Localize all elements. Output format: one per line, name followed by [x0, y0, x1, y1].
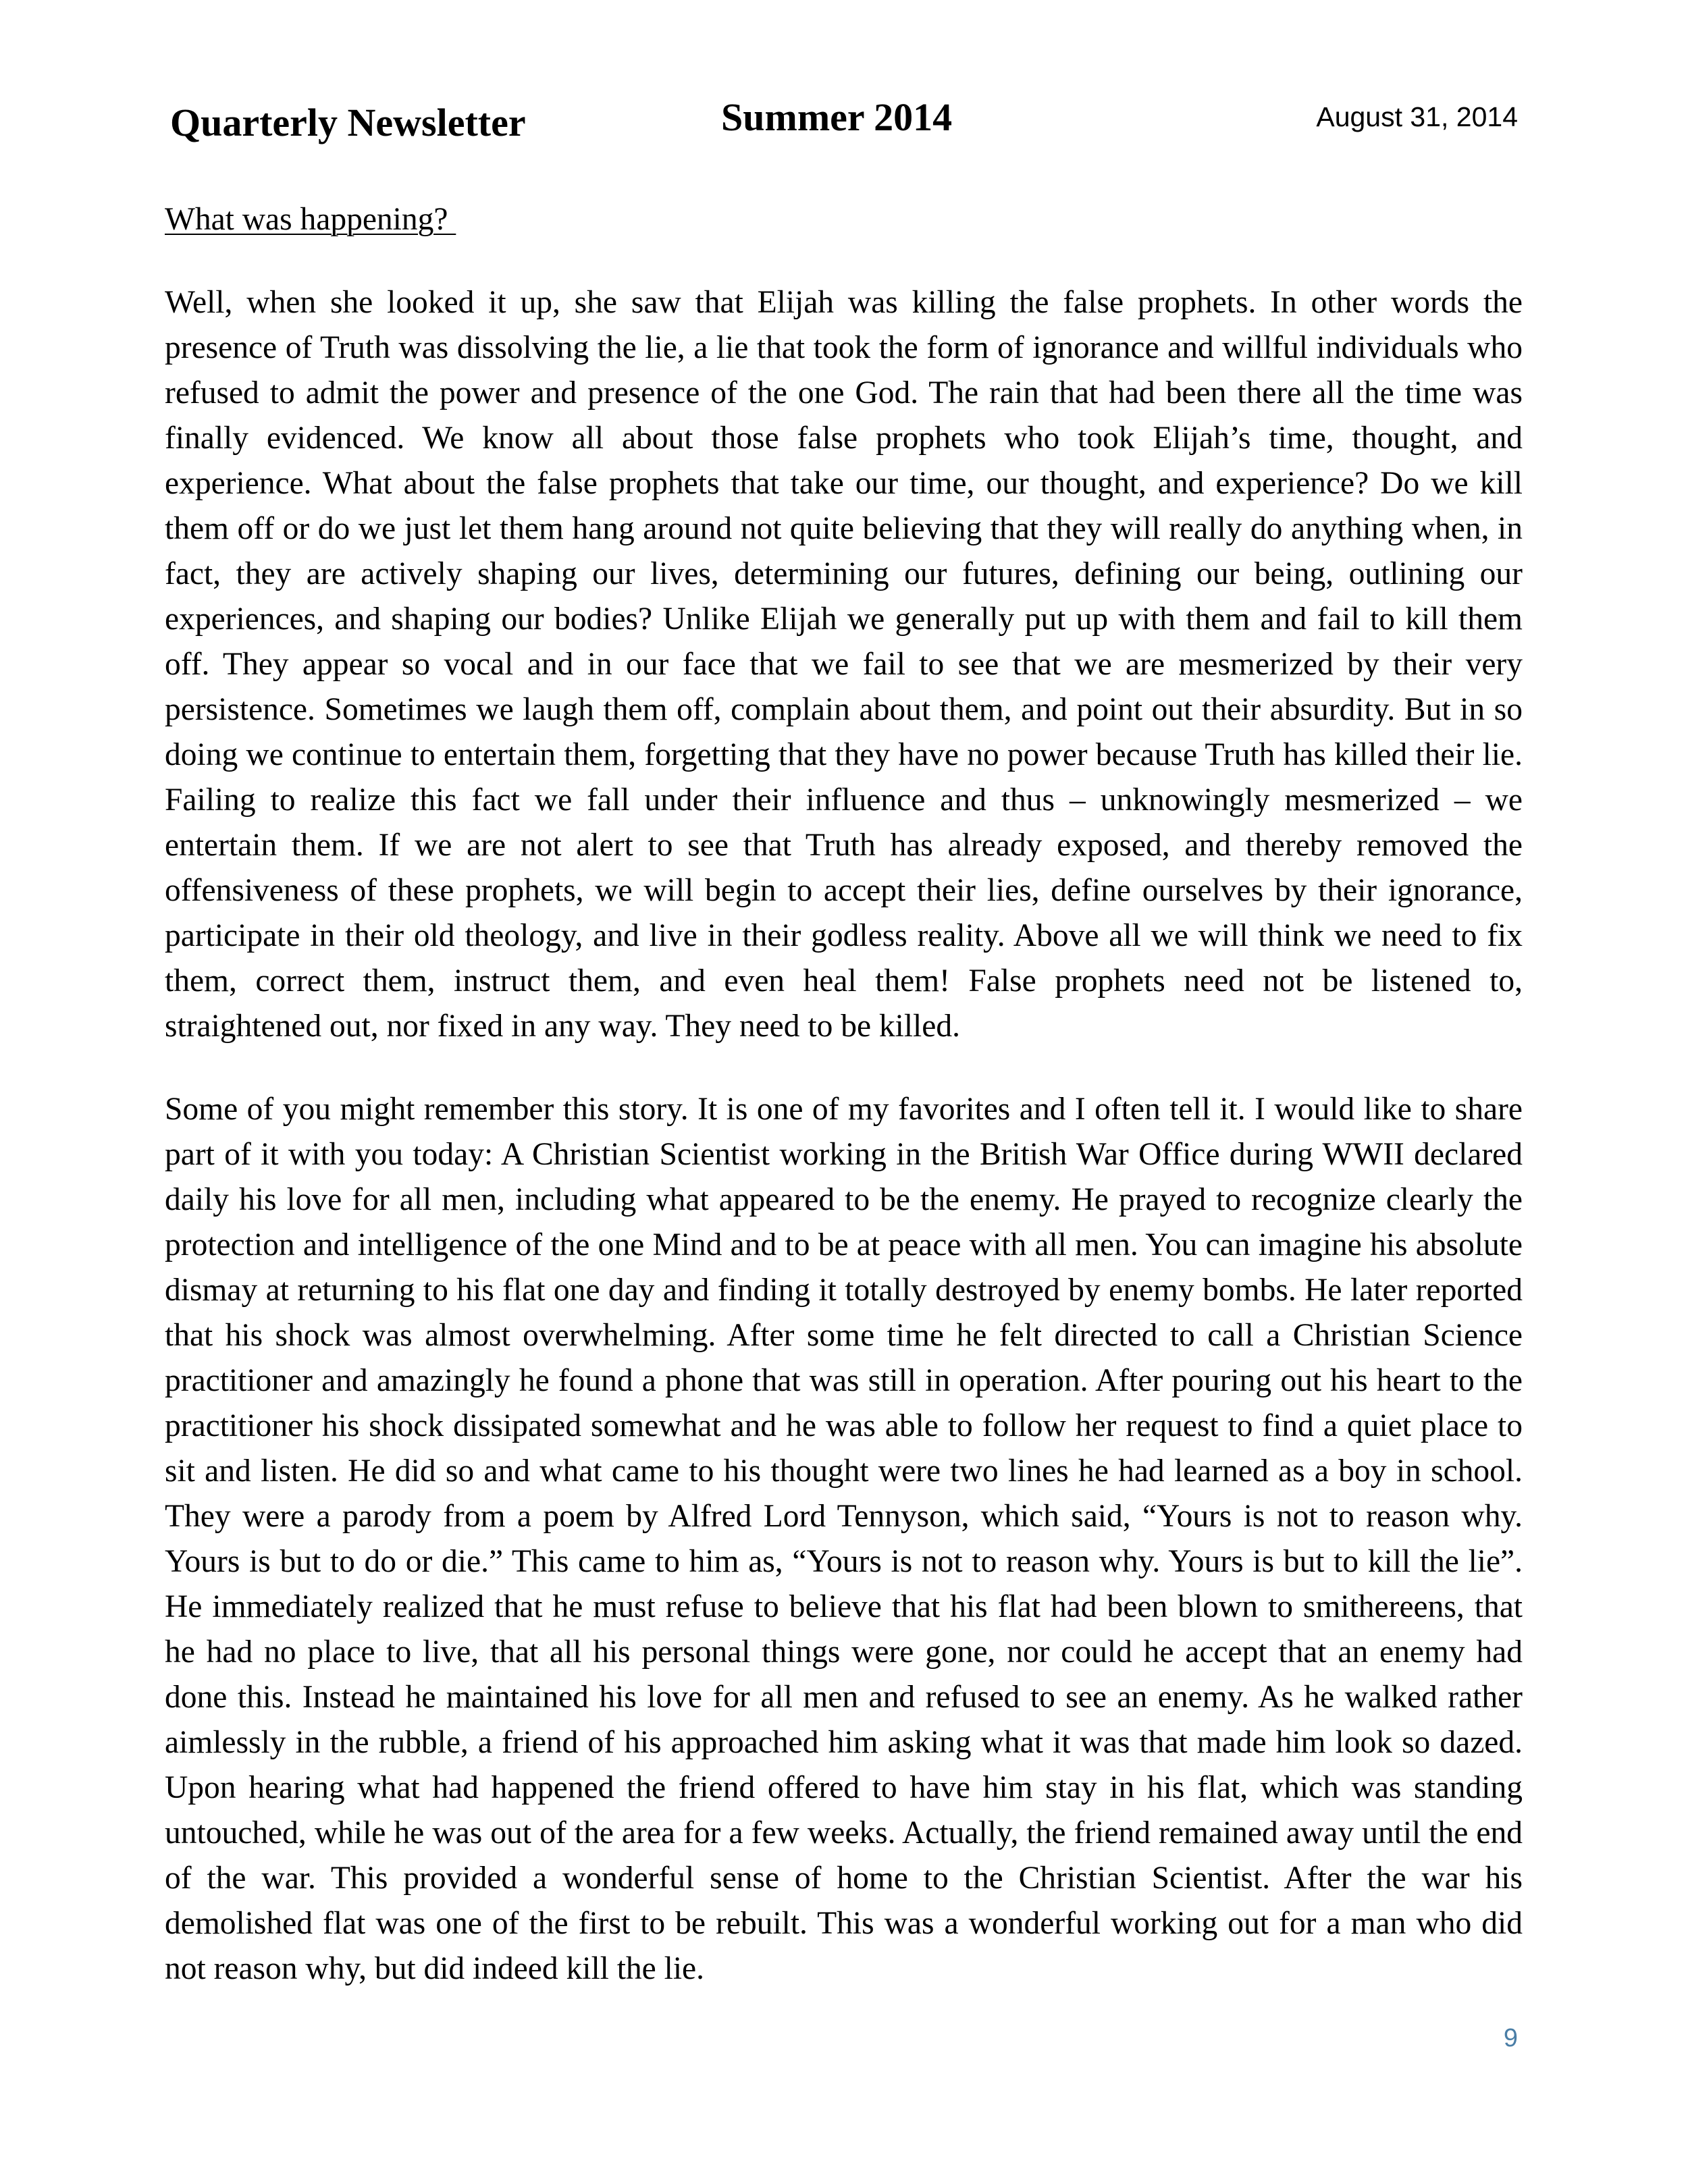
section-heading: What was happening?: [165, 202, 456, 237]
newsletter-title: Quarterly Newsletter: [170, 101, 526, 144]
article-paragraph: Some of you might remember this story. It is one of my favorites and I often tell it. I would like to share part of it with you today: A Christian Scientist working in the British War Office during WWII declared daily his love for all men, including what appeared to be the enemy. He prayed to recognize clearly the protection and intelligence of the one Mind and to be at peace with all men. You can imagine his absolute dismay at returning to his flat one day and finding it totally destroyed by enemy bombs. He later reported that his shock was almost overwhelming. After some time he felt directed to call a Christian Science practitioner and amazingly he found a phone that was still in operation. After pouring out his heart to the practitioner his shock dissipated somewhat and he was able to follow her request to find a quiet place to sit and listen. He did so and what came to his thought were two lines he had learned as a boy in school. They were a parody from a poem by Alfred Lord Tennyson, which said, “Yours is not to reason why. Yours is but to do or die.” This came to him as, “Yours is not to reason why. Yours is but to kill the lie”. He immediately realized that he must refuse to believe that his flat had been blown to smithereens, that he had no place to live, that all his personal things were gone, nor could he accept that an enemy had done this. Instead he maintained his love for all men and refused to see an enemy. As he walked rather aimlessly in the rubble, a friend of his approached him asking what it was that made him look so dazed. Upon hearing what had happened the friend offered to have him stay in his flat, which was standing untouched, while he was out of the area for a few weeks. Actually, the friend remained away until the end of the war. This provided a wonderful sense of home to the Christian Scientist. After the war his demolished flat was one of the first to be rebuilt. This was a wonderful working out for a man who did not reason why, but did indeed kill the lie.: [165, 1092, 1523, 1986]
page-number: 9: [1503, 2024, 1518, 2052]
issue-title: Summer 2014: [721, 95, 953, 139]
article-paragraph: Well, when she looked it up, she saw that Elijah was killing the false prophets. In other words the presence of Truth was dissolving the lie, a lie that took the form of ignorance and willful individuals who refused to admit the power and presence of the one God. The rain that had been there all the time was finally evidenced. We know all about those false prophets who took Elijah’s time, thought, and experience. What about the false prophets that take our time, our thought, and experience? Do we kill them off or do we just let them hang around not quite believing that they will really do anything when, in fact, they are actively shaping our lives, determining our futures, defining our being, outlining our experiences, and shaping our bodies? Unlike Elijah we generally put up with them and fail to kill them off. They appear so vocal and in our face that we fail to see that we are mesmerized by their very persistence. Sometimes we laugh them off, complain about them, and point out their absurdity. But in so doing we continue to entertain them, forgetting that they have no power because Truth has killed their lie. Failing to realize this fact we fall under their influence and thus – unknowingly mesmerized – we entertain them. If we are not alert to see that Truth has already exposed, and thereby removed the offensiveness of these prophets, we will begin to accept their lies, define ourselves by their ignorance, participate in their old theology, and live in their godless reality. Above all we will think we need to fix them, correct them, instruct them, and even heal them! False prophets need not be listened to, straightened out, nor fixed in any way. They need to be killed.: [165, 285, 1523, 1044]
issue-date: August 31, 2014: [1316, 101, 1518, 132]
article-body: [165, 197, 1523, 1992]
